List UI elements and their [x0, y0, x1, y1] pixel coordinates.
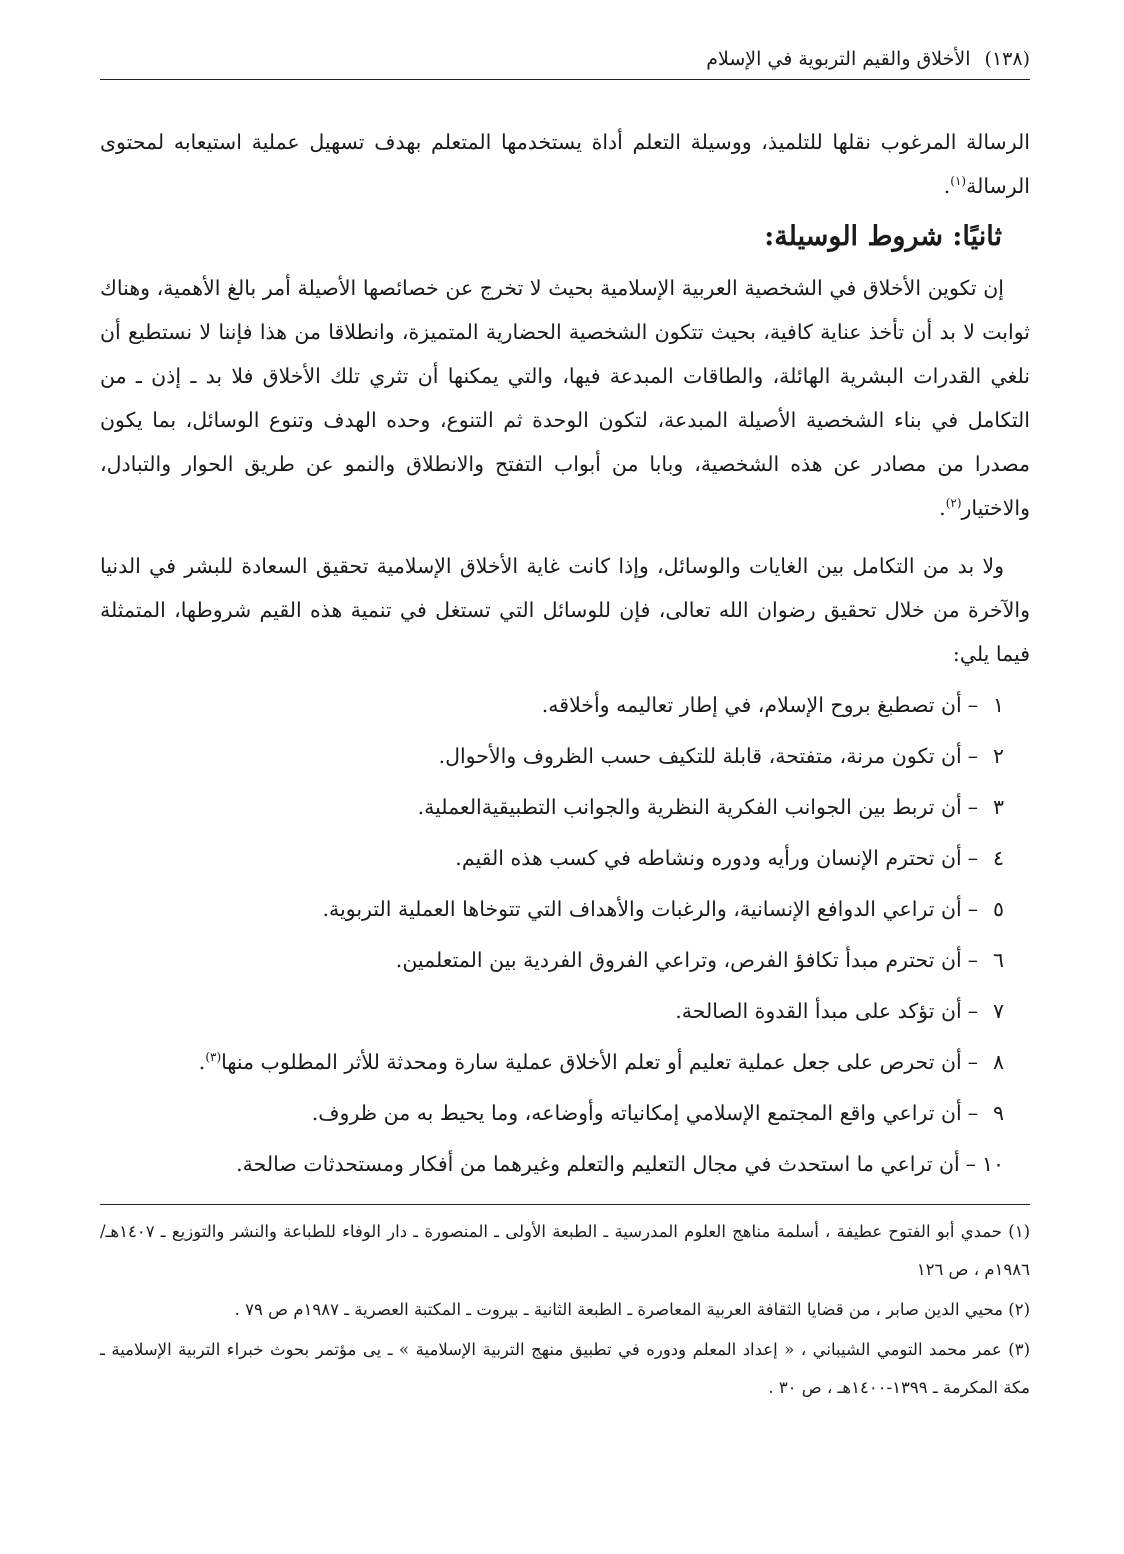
- item-text: أن تربط بين الجوانب الفكرية النظرية والجوانب التطبيقيةالعملية.: [417, 795, 962, 819]
- item-number: ٩: [992, 1101, 1004, 1125]
- list-item: ٨–أن تحرص على جعل عملية تعليم أو تعلم الأخلاق عملية سارة ومحدثة للأثر المطلوب منها$^{(٣)}$.: [100, 1037, 1004, 1088]
- item-text: أن تكون مرنة، متفتحة، قابلة للتكيف حسب الظروف والأحوال.: [438, 744, 962, 768]
- item-number: ٥: [992, 897, 1004, 921]
- list-item: ١٠–أن تراعي ما استحدث في مجال التعليم والتعلم وغيرهما من أفكار ومستحدثات صالحة.: [100, 1139, 1004, 1190]
- conditions-list: [100, 680, 1030, 1190]
- item-number: ٧: [992, 999, 1004, 1023]
- list-item: ٥–أن تراعي الدوافع الإنسانية، والرغبات والأهداف التي تتوخاها العملية التربوية.: [100, 884, 1004, 935]
- footnote-ref-2: (٢): [945, 496, 962, 511]
- item-end: .: [198, 1050, 206, 1074]
- item-text: أن تراعي واقع المجتمع الإسلامي إمكانياته وأوضاعه، وما يحيط به من ظروف.: [311, 1101, 962, 1125]
- footnote-ref-3: (٣): [205, 1050, 222, 1065]
- footnote-1: (١) حمدي أبو الفتوح عطيفة ، أسلمة مناهج العلوم المدرسية ـ الطبعة الأولى ـ المنصورة ـ دار الوفاء للطباعة والنشر والتوزيع ـ ١٤٠٧هـ/ ١٩٨٦م ، ص ١٢٦: [100, 1222, 1030, 1279]
- item-text: أن تحرص على جعل عملية تعليم أو تعلم الأخلاق عملية سارة ومحدثة للأثر المطلوب منها: [221, 1050, 962, 1074]
- item-number: ٨: [992, 1050, 1004, 1074]
- section-heading: ثانيًا: شروط الوسيلة:: [764, 221, 1002, 252]
- intro-text: الرسالة المرغوب نقلها للتلميذ، ووسيلة التعلم أداة يستخدمها المتعلم بهدف تسهيل عملية استيعابه لمحتوى الرسالة: [100, 130, 1030, 198]
- item-text: أن تصطبغ بروح الإسلام، في إطار تعاليمه وأخلاقه.: [541, 693, 962, 717]
- item-number: ٤: [992, 846, 1004, 870]
- intro-end: .: [943, 174, 951, 198]
- item-number: ٢: [992, 744, 1004, 768]
- item-text: أن تحترم الإنسان ورأيه ودوره ونشاطه في كسب هذه القيم.: [455, 846, 962, 870]
- page-number: (١٣٨): [984, 48, 1030, 70]
- paragraph-1: [100, 266, 1030, 530]
- item-text: أن تؤكد على مبدأ القدوة الصالحة.: [675, 999, 962, 1023]
- list-item: ٣–أن تربط بين الجوانب الفكرية النظرية والجوانب التطبيقيةالعملية.: [100, 782, 1004, 833]
- list-item: ١–أن تصطبغ بروح الإسلام، في إطار تعاليمه وأخلاقه.: [100, 680, 1004, 731]
- book-title: الأخلاق والقيم التربوية في الإسلام: [706, 48, 971, 70]
- body-text: [100, 120, 1030, 1190]
- footnote-2: (٢) محيي الدين صابر ، من قضايا الثقافة العربية المعاصرة ـ الطبعة الثانية ـ بيروت ـ المكتبة العصرية ـ ١٩٨٧م ص ٧٩ .: [234, 1300, 1030, 1319]
- footnotes: [100, 1204, 1030, 1407]
- item-number: ١٠: [981, 1152, 1004, 1176]
- list-item: ٦–أن تحترم مبدأ تكافؤ الفرص، وتراعي الفروق الفردية بين المتعلمين.: [100, 935, 1004, 986]
- running-header: [100, 44, 1030, 80]
- item-text: أن تحترم مبدأ تكافؤ الفرص، وتراعي الفروق الفردية بين المتعلمين.: [395, 948, 962, 972]
- book-page: [100, 44, 1030, 1407]
- paragraph-1-end: .: [939, 496, 946, 520]
- footnote-3: (٣) عمر محمد التومي الشيباني ، « إعداد المعلم ودوره في تطبيق منهج التربية الإسلامية » ـ يى مؤتمر بحوث خبراء التربية الإسلامية ـ مكة المكرمة ـ ١٣٩٩-١٤٠٠هـ ، ص ٣٠ .: [100, 1340, 1030, 1397]
- list-item: ٤–أن تحترم الإنسان ورأيه ودوره ونشاطه في كسب هذه القيم.: [100, 833, 1004, 884]
- item-number: ٣: [992, 795, 1004, 819]
- item-number: ١: [992, 693, 1004, 717]
- list-item: ٩–أن تراعي واقع المجتمع الإسلامي إمكانياته وأوضاعه، وما يحيط به من ظروف.: [100, 1088, 1004, 1139]
- paragraph-2: ولا بد من التكامل بين الغايات والوسائل، وإذا كانت غاية الأخلاق الإسلامية تحقيق السعادة للبشر في الدنيا والآخرة من خلال تحقيق رضوان الله تعالى، فإن للوسائل التي تستغل في تنمية هذه القيم شروطها، المتمثلة فيما يلي:: [100, 554, 1030, 666]
- list-item: ٢–أن تكون مرنة، متفتحة، قابلة للتكيف حسب الظروف والأحوال.: [100, 731, 1004, 782]
- intro-paragraph: [100, 120, 1030, 208]
- paragraph-1-text: إن تكوين الأخلاق في الشخصية العربية الإسلامية بحيث لا تخرج عن خصائصها الأصيلة أمر بالغ الأهمية، وهناك ثوابت لا بد أن تأخذ عناية كافية، بحيث تتكون الشخصية الحضارية المتميزة، وانطلاقا من هذا فإننا لا نستطيع أن نلغي القدرات البشرية الهائلة، والطاقات المبدعة فيها، والتي يمكنها أن تثري تلك الأخلاق فلا بد ـ إذن ـ من التكامل في بناء الشخصية الأصيلة المبدعة، لتكون الوحدة ثم التنوع، وحده الهدف وتنوع الوسائل، بما يكون مصدرا من مصادر عن هذه الشخصية، وبابا من أبواب التفتح والانطلاق والنمو عن طريق الحوار والتبادل، والاختيار: [100, 276, 1030, 520]
- item-text: أن تراعي الدوافع الإنسانية، والرغبات والأهداف التي تتوخاها العملية التربوية.: [322, 897, 962, 921]
- footnote-ref-1: (١): [950, 174, 967, 189]
- item-text: أن تراعي ما استحدث في مجال التعليم والتعلم وغيرهما من أفكار ومستحدثات صالحة.: [236, 1152, 960, 1176]
- list-item: ٧–أن تؤكد على مبدأ القدوة الصالحة.: [100, 986, 1004, 1037]
- item-number: ٦: [992, 948, 1004, 972]
